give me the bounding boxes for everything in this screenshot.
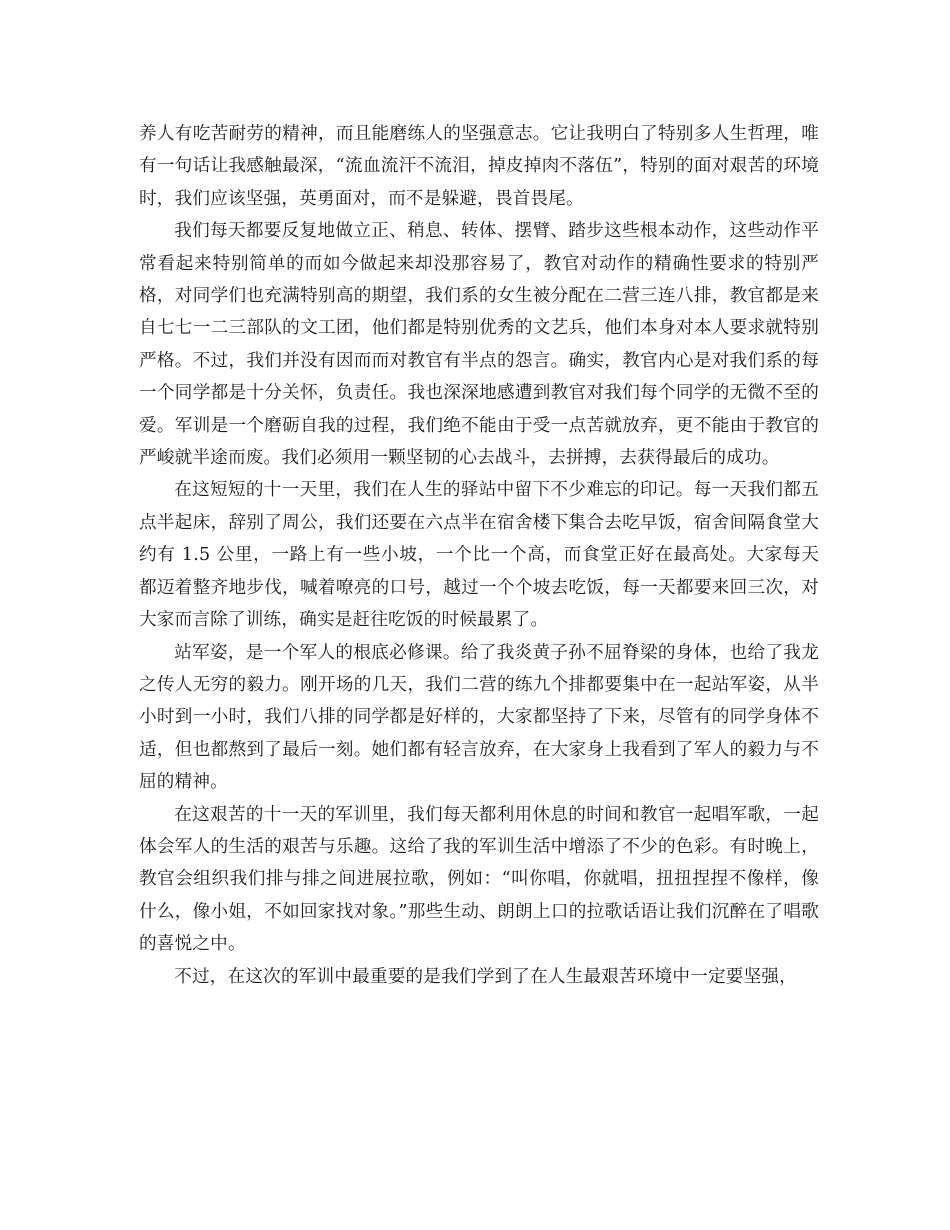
document-body bbox=[139, 118, 819, 993]
paragraph-5: 在这艰苦的十一天的军训里，我们每天都利用休息的时间和教官一起唱军歌，一起体会军人的生活的艰苦与乐趣。这给了我的军训生活中增添了不少的色彩。有时晚上，教官会组织我们排与排之间进展拉歌，例如：“叫你唱，你就唱，扭扭捏捏不像样，像什么，像小姐，不如回家找对象。”那些生动、朗朗上口的拉歌话语让我们沉醉在了唱歌的喜悦之中。 bbox=[139, 804, 819, 955]
paragraph-2: 我们每天都要反复地做立正、稍息、转体、摆臂、踏步这些根本动作，这些动作平常看起来特别简单的而如今做起来却没那容易了，教官对动作的精确性要求的特别严格，对同学们也充满特别高的期望，我们系的女生被分配在二营三连八排，教官都是来自七七一二三部队的文工团，他们都是特别优秀的文艺兵，他们本身对本人要求就特别严格。不过，我们并没有因而而对教官有半点的怨言。确实，教官内心是对我们系的每一个同学都是十分关怀，负责任。我也深深地感遭到教官对我们每个同学的无微不至的爱。军训是一个磨砺自我的过程，我们绝不能由于受一点苦就放弃，更不能由于教官的严峻就半途而废。我们必须用一颗坚韧的心去战斗，去拼搏，去获得最后的成功。 bbox=[139, 221, 819, 469]
paragraph-6: 不过，在这次的军训中最重要的是我们学到了在人生最艰苦环境中一定要坚强， bbox=[174, 966, 797, 987]
paragraph-3: 在这短短的十一天里，我们在人生的驿站中留下不少难忘的印记。每一天我们都五点半起床，辞别了周公，我们还要在六点半在宿舍楼下集合去吃早饭，宿舍间隔食堂大约有 1.5 公里，一路上有一些小坡，一个比一个高，而食堂正好在最高处。大家每天都迈着整齐地步伐，喊着嘹亮的口号，越过一个个坡去吃饭，每一天都要来回三次，对大家而言除了训练，确实是赶往吃饭的时候最累了。 bbox=[139, 480, 819, 631]
paragraph-1: 养人有吃苦耐劳的精神，而且能磨练人的坚强意志。它让我明白了特别多人生哲理，唯有一句话让我感触最深，“流血流汗不流泪，掉皮掉肉不落伍”，特别的面对艰苦的环境时，我们应该坚强，英勇面对，而不是躲避，畏首畏尾。 bbox=[139, 124, 819, 209]
paragraph-4: 站军姿，是一个军人的根底必修课。给了我炎黄子孙不屈脊梁的身体，也给了我龙之传人无穷的毅力。刚开场的几天，我们二营的练九个排都要集中在一起站军姿，从半小时到一小时，我们八排的同学都是好样的，大家都坚持了下来，尽管有的同学身体不适，但也都熬到了最后一刻。她们都有轻言放弃，在大家身上我看到了军人的毅力与不屈的精神。 bbox=[139, 642, 819, 793]
